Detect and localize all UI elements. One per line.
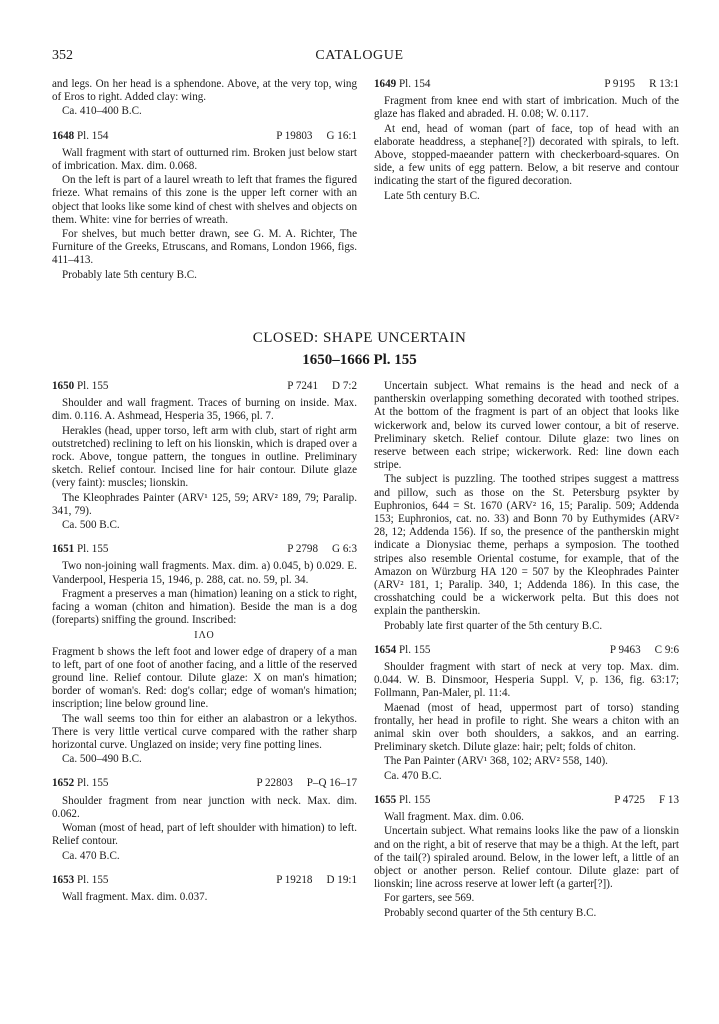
inscription: ΙΛΟ — [194, 630, 215, 642]
plate-ref: Pl. 155 — [76, 380, 109, 392]
entry-spacer — [374, 634, 679, 644]
entry-number-plate — [52, 130, 108, 143]
column-bottom-left — [52, 380, 357, 905]
paragraph: The wall seems too thin for either an alabastron or a lekythos. There is very little vertical curve compared with the rather sharp horizontal curve. Unglazed on inside; very fine potting lines. — [52, 712, 357, 752]
entry-number: 1651 — [52, 543, 75, 556]
page-number: 352 — [52, 48, 73, 63]
entry-header — [374, 644, 679, 657]
date-line: Ca. 470 B.C. — [62, 849, 120, 862]
paragraph: On the left is part of a laurel wreath to left that frames the figured frieze. What remains of this zone is the upper left corner with an object that looks like some kind of chest with shelves and objects on them. White: vine for berries of wreath. — [52, 174, 357, 226]
inventory-number: P 2798 — [287, 543, 319, 556]
entry-inventory — [604, 78, 679, 91]
deposit-location: P–Q 16–17 — [306, 777, 357, 790]
paragraph: Maenad (most of head, uppermost part of torso) standing frontally, her head in profile to right. She wears a chiton with an animal skin over both shoulders, a sakkos, and an earring. Preliminary sketch. Dilute glaze: hair; pelt; folds of chiton. — [374, 701, 679, 754]
entry-header — [52, 380, 357, 393]
entry-number-plate — [52, 380, 108, 393]
deposit-location: G 6:3 — [332, 543, 357, 556]
inventory-number: P 19218 — [276, 873, 313, 886]
entry-spacer — [52, 864, 357, 874]
deposit-location: G 16:1 — [326, 129, 357, 142]
entry-number: 1650 — [52, 380, 75, 392]
entry-number: 1655 — [374, 793, 397, 806]
paragraph: and legs. On her head is a sphendone. Above, at the very top, wing of Eros to right. Added clay: wing. — [52, 78, 357, 104]
paragraph: The Pan Painter (ARV¹ 368, 102; ARV² 558, 140). — [384, 755, 608, 768]
column-top-right — [374, 78, 679, 204]
entry-header — [52, 777, 357, 790]
plate-ref: Pl. 154 — [76, 129, 109, 142]
section-heading: CLOSED: SHAPE UNCERTAIN — [252, 330, 467, 346]
entry-number: 1652 — [52, 777, 75, 790]
entry-number: 1653 — [52, 873, 75, 886]
paragraph: Late 5th century B.C. — [384, 189, 480, 202]
plate-ref: Pl. 154 — [398, 78, 431, 90]
entry-header — [374, 794, 679, 807]
paragraph: Shoulder fragment from near junction with neck. Max. dim. 0.062. — [52, 794, 357, 820]
entry-number: 1654 — [374, 643, 397, 656]
date-line: Ca. 500 B.C. — [62, 519, 120, 532]
paragraph: Fragment b shows the left foot and lower edge of drapery of a man to left, part of one foot of another facing, and a little of the reserved ground line. Relief contour. Dilute glaze: X on man's himation; border of woman's. Red: dog's collar; edge of woman's himation; inscription; line below ground line. — [52, 645, 357, 711]
paragraph: Probably late 5th century B.C. — [62, 268, 197, 281]
entry-inventory — [256, 777, 357, 790]
column-top-left — [52, 78, 357, 283]
paragraph: Fragment a preserves a man (himation) leaning on a stick to right, facing a woman (chiton and himation). Beside the man is a dog (foreparts) sniffing the ground. Inscribed: — [52, 587, 357, 627]
entry-header — [374, 78, 679, 91]
paragraph: Herakles (head, upper torso, left arm with club, start of right arm outstretched) reclining to left on his lionskin, which is draped over a rock. Above, tongue pattern, the tongues in outline. Preliminary sketch. Relief contour. Incised line for hair contour. Dilute glaze (very faint): muscles; lionskin. — [52, 424, 357, 490]
date-line: Ca. 500–490 B.C. — [62, 753, 142, 766]
entry-inventory — [614, 794, 679, 807]
entry-number-plate — [374, 794, 430, 807]
paragraph: Wall fragment with start of outturned rim. Broken just below start of imbrication. Max. dim. 0.068. — [52, 146, 357, 173]
entry-inventory — [610, 644, 679, 657]
paragraph: Probably second quarter of the 5th century B.C. — [384, 906, 597, 919]
paragraph: Wall fragment. Max. dim. 0.06. — [384, 811, 524, 824]
entry-number-plate — [52, 543, 108, 556]
inventory-number: P 22803 — [256, 777, 293, 790]
entry-number-plate — [374, 644, 430, 657]
inventory-number: P 7241 — [287, 380, 319, 392]
date-line: Ca. 470 B.C. — [384, 769, 442, 782]
date-line: Ca. 410–400 B.C. — [62, 105, 142, 118]
entry-header — [52, 874, 357, 887]
deposit-location: R 13:1 — [649, 78, 679, 90]
entry-spacer — [52, 120, 357, 130]
entry-spacer — [52, 767, 357, 777]
plate-ref: Pl. 155 — [398, 643, 431, 656]
paragraph: Uncertain subject. What remains looks like the paw of a lionskin and on the right, a bit of reserve that may be a thigh. At the left, part of the tail(?) spiraled around. Below, in the lower left, a little of an object or another person. Relief contour. Dilute glaze: part of lionskin; line across reserve at lower left (a garter[?]). — [374, 825, 679, 891]
inventory-number: P 9195 — [604, 78, 636, 90]
inventory-number: P 19803 — [276, 129, 313, 142]
paragraph: The subject is puzzling. The toothed stripes suggest a mattress and pillow, such as those on the St. Petersburg psykter by Euphronios, 644 = St. 1670 (ARV² 16, 15; Paralip. 509; Addenda 153; Euphronios, cat. no. 33) and Bonn 70 by Euthymides (ARV² 28, 12; Addenda 156). If so, the presence of the pantherskin might indicate a Dionysiac theme, perhaps a symposion. The toothed stripes also resemble Oriental costume, for example, that of the Amazon on Würzburg HA 120 = 507 by the Kleophrades Painter (ARV² 181, 1; Paralip. 340, 1; Addenda 186). In this case, the crosshatching could be a wickerwork pelta. But this does not explain the pantherskin. — [374, 473, 679, 618]
paragraph: The Kleophrades Painter (ARV¹ 125, 59; ARV² 189, 79; Paralip. 341, 79). — [52, 491, 357, 517]
entry-header — [52, 130, 357, 143]
plate-ref: Pl. 155 — [398, 793, 431, 806]
inventory-number: P 9463 — [609, 643, 641, 656]
paragraph: Woman (most of head, part of left shoulder with himation) to left. Relief contour. — [52, 822, 357, 848]
plate-ref: Pl. 155 — [76, 543, 109, 556]
entry-header — [52, 543, 357, 556]
paragraph: Uncertain subject. What remains is the head and neck of a pantherskin overlapping something decorated with toothed stripes. At the bottom of the fragment is part of an object that looks like wickerwork and, below its curved lower contour, a bit of reserve. Preliminary sketch. Relief contour. Dilute glaze: two lines on reserve between each stripe; wickerwork. Red: line down each stripe. — [374, 380, 679, 472]
entry-number-plate — [52, 874, 108, 887]
inventory-number: P 4725 — [614, 793, 645, 806]
section-range: 1650–1666 Pl. 155 — [302, 352, 417, 368]
entry-inventory — [287, 543, 357, 556]
paragraph: Probably late first quarter of the 5th century B.C. — [384, 619, 603, 632]
entry-number-plate — [52, 777, 108, 790]
plate-ref: Pl. 155 — [76, 777, 109, 790]
entry-number: 1648 — [52, 129, 75, 142]
entry-spacer — [374, 784, 679, 794]
paragraph: Fragment from knee end with start of imbrication. Much of the glaze has flaked and abraded. H. 0.08; W. 0.117. — [374, 95, 679, 121]
entry-inventory — [276, 130, 357, 143]
entry-inventory — [276, 874, 357, 887]
paragraph: For shelves, but much better drawn, see G. M. A. Richter, The Furniture of the Greeks, Etruscans, and Romans, London 1966, figs. 411–413. — [52, 228, 357, 267]
paragraph: Two non-joining wall fragments. Max. dim. a) 0.045, b) 0.029. E. Vanderpool, Hesperia 15, 1946, p. 288, cat. no. 59, pl. 34. — [52, 560, 357, 586]
deposit-location: F 13 — [658, 793, 679, 806]
paragraph: At end, head of woman (part of face, top of head with an elaborate headdress, a stephane[?]) decorated with spirals, to left. Above, stopped-maeander pattern with checkerboard-squares. On side, a few units of egg pattern. Below, a bit reserve and contour indicating the start of the figured decoration. — [374, 122, 679, 188]
deposit-location: C 9:6 — [654, 643, 679, 656]
entry-spacer — [52, 533, 357, 543]
paragraph: Wall fragment. Max. dim. 0.037. — [62, 890, 208, 903]
deposit-location: D 19:1 — [326, 873, 357, 886]
entry-inventory — [287, 380, 357, 393]
entry-number-plate — [374, 78, 430, 91]
deposit-location: D 7:2 — [332, 380, 357, 392]
paragraph: Shoulder fragment with start of neck at very top. Max. dim. 0.044. W. B. Dinsmoor, Hesperia Suppl. V, p. 136, fig. 63:17; Follmann, Pan-Maler, pl. 11:4. — [374, 661, 679, 700]
running-title: CATALOGUE — [315, 48, 404, 63]
paragraph: For garters, see 569. — [384, 892, 475, 905]
entry-number: 1649 — [374, 78, 397, 90]
plate-ref: Pl. 155 — [76, 873, 109, 886]
paragraph: Shoulder and wall fragment. Traces of burning on inside. Max. dim. 0.116. A. Ashmead, Hesperia 35, 1966, pl. 7. — [52, 397, 357, 423]
column-bottom-right — [374, 380, 679, 921]
